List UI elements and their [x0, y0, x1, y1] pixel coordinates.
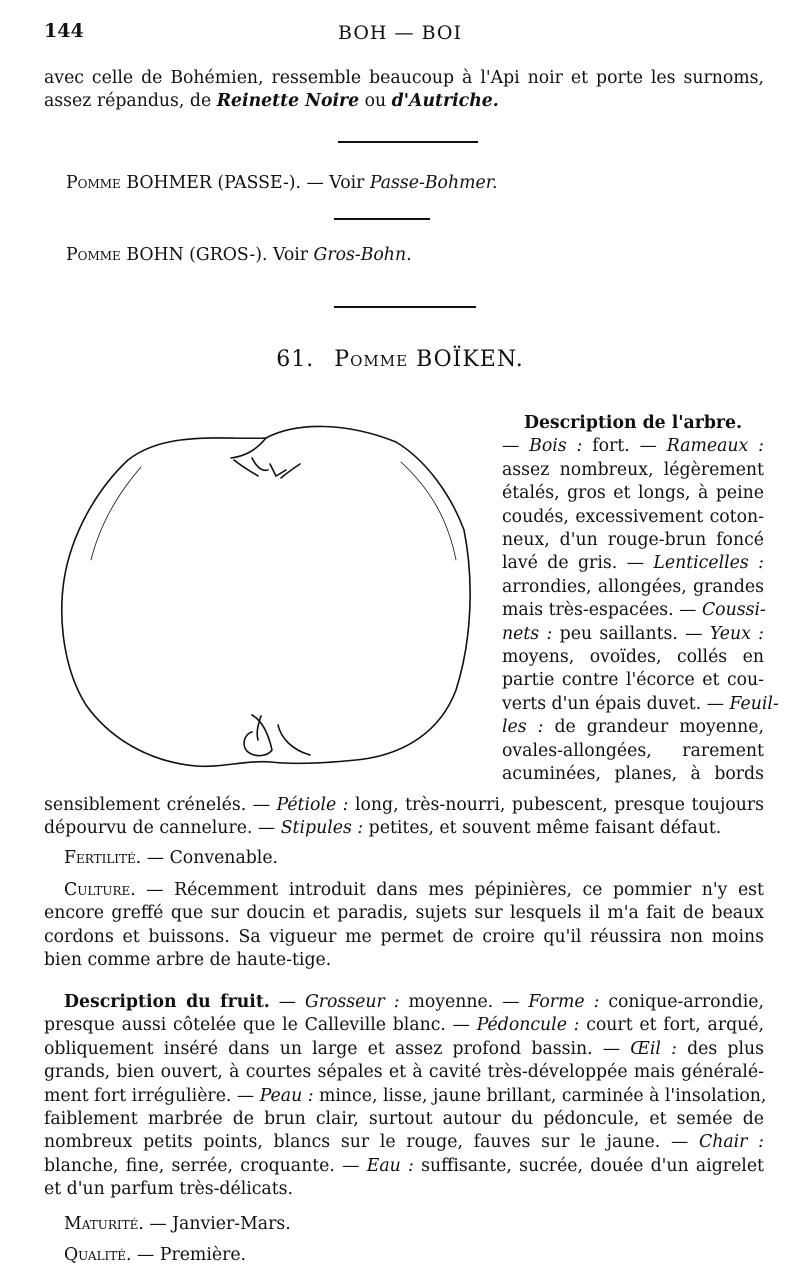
- entry-reference: Gros-Bohn.: [313, 245, 412, 265]
- text: dépourvu de cannelure. —: [44, 818, 281, 839]
- tree-line: neux, d'un rouge-brun foncé: [502, 530, 764, 551]
- synonym-autriche: d'Autriche.: [391, 91, 499, 111]
- text: blanche, fine, serrée, croquante. —: [44, 1155, 367, 1176]
- text: obliquement inséré dans un large et assez profond bassin. —: [44, 1038, 631, 1059]
- text: des plus: [676, 1038, 764, 1059]
- tree-line: partie contre l'écorce et cou-: [502, 670, 764, 691]
- term-rameaux: Rameaux :: [666, 436, 764, 457]
- divider-rule: [334, 306, 476, 308]
- text: mince, lisse, jaune brillant, carminée à l'insolation,: [313, 1085, 767, 1106]
- term-petiole: Pétiole :: [276, 795, 349, 815]
- section-name: BOÏKEN.: [416, 347, 524, 372]
- tree-line: étalés, gros et longs, à peine: [502, 483, 764, 504]
- term-yeux: Yeux :: [709, 623, 764, 644]
- text: verts d'un épais duvet. —: [502, 693, 730, 714]
- text: presque aussi côtelée que le Calleville blanc. —: [44, 1015, 477, 1036]
- fertilite-paragraph: [44, 847, 764, 870]
- intro-line-1: avec celle de Bohémien, ressemble beaucoup à l'Api noir et porte les surnoms,: [44, 68, 764, 88]
- qualite-paragraph: [44, 1244, 764, 1267]
- term-bois: Bois :: [529, 436, 583, 457]
- term-coussinets: nets :: [502, 623, 553, 644]
- running-title: BOH — BOI: [338, 22, 462, 44]
- tree-line: assez nombreux, légèrement: [502, 459, 764, 480]
- tree-description-continued: [44, 794, 764, 841]
- term-pedoncule: Pédoncule :: [476, 1015, 580, 1036]
- fertilite-label: Fertilité.: [64, 848, 142, 868]
- entry-name: BOHMER (PASSE-). — Voir: [126, 173, 370, 193]
- tree-description-column: [502, 412, 779, 787]
- fruit-line: faiblement marbrée de brun clair, surtout autour du pédoncule, et semée de: [44, 1109, 764, 1130]
- tree-line: [502, 623, 764, 646]
- text: — Récemment introduit dans mes pépinières, ce pommier n'y est: [135, 880, 764, 900]
- divider-rule: [338, 141, 478, 143]
- entry-name: BOHN (GROS-). Voir: [126, 245, 314, 265]
- fruit-line: [44, 1155, 764, 1178]
- culture-line: bien comme arbre de haute-tige.: [44, 950, 332, 971]
- term-chair: Chair :: [698, 1132, 764, 1153]
- culture-label: Culture.: [64, 880, 136, 900]
- text: —: [269, 992, 305, 1012]
- fertilite-line: [44, 847, 764, 870]
- entry-bohmer: [66, 172, 498, 195]
- maturite-paragraph: [44, 1213, 764, 1236]
- text: mais très-espacées. —: [502, 600, 702, 621]
- entry-bohn: [66, 244, 412, 267]
- fruit-heading: Description du fruit.: [64, 992, 270, 1012]
- tree-line: coudés, excessivement coton-: [502, 506, 764, 527]
- term-peau: Peau :: [259, 1085, 314, 1106]
- entry-lead: Pomme: [66, 245, 121, 265]
- culture-line: cordons et buissons. Sa vigueur me permet de croire qu'il réussira non moins: [44, 926, 764, 947]
- text: fort. —: [582, 436, 667, 457]
- fruit-line: [44, 1131, 764, 1154]
- section-title: [0, 347, 800, 372]
- tree-line: [502, 552, 764, 575]
- maturite-line: [44, 1213, 764, 1236]
- text: court et fort, arqué,: [579, 1015, 764, 1036]
- tree-line: [502, 693, 779, 716]
- text: sensiblement crénelés. —: [44, 795, 277, 815]
- fruit-line: [44, 1038, 764, 1061]
- intro-text: assez répandus, de: [44, 91, 217, 111]
- synonym-reinette-noire: Reinette Noire: [216, 91, 360, 111]
- text: petites, et souvent même faisant défaut.: [363, 818, 722, 839]
- term-lenticelles: Lenticelles :: [653, 553, 764, 574]
- fruit-line: [44, 1014, 764, 1037]
- text: peu saillants. —: [552, 623, 710, 644]
- intro-text: ou: [359, 91, 392, 111]
- fruit-line: [44, 991, 764, 1014]
- tree-line: arrondies, allongées, grandes: [502, 576, 764, 597]
- fruit-line: grands, bien ouvert, à courtes sépales et à cavité très-développée mais généralé-: [44, 1062, 764, 1083]
- text: moyenne. —: [399, 992, 529, 1012]
- culture-line: encore greffé que sur doucin et paradis, sujets sur lesquels il m'a fait de beaux: [44, 903, 764, 924]
- qualite-line: [44, 1244, 764, 1267]
- page-number: 144: [44, 20, 84, 42]
- text: lavé de gris. —: [502, 553, 654, 574]
- text: suffisante, sucrée, douée d'un aigrelet: [413, 1155, 764, 1176]
- tree-line: [502, 716, 764, 739]
- qualite-value: — Première.: [131, 1245, 247, 1265]
- maturite-label: Maturité.: [64, 1214, 144, 1234]
- tree-line: [502, 599, 764, 622]
- text: de grandeur moyenne,: [543, 717, 764, 738]
- term-forme: Forme :: [528, 992, 600, 1012]
- apple-outline-illustration: [56, 420, 486, 780]
- fruit-line: et d'un parfum très-délicats.: [44, 1179, 294, 1200]
- section-lead: Pomme: [334, 347, 409, 372]
- tree-line: [44, 794, 764, 817]
- term-eau: Eau :: [366, 1155, 414, 1176]
- term-stipules: Stipules :: [280, 818, 364, 839]
- divider-rule: [334, 218, 430, 220]
- tree-line: [502, 435, 764, 458]
- term-coussinets: Coussi-: [701, 600, 766, 621]
- entry-reference: Passe-Bohmer.: [369, 173, 498, 193]
- entry-lead: Pomme: [66, 173, 121, 193]
- term-grosseur: Grosseur :: [304, 992, 400, 1012]
- fertilite-value: — Convenable.: [141, 848, 279, 868]
- qualite-label: Qualité.: [64, 1245, 132, 1265]
- tree-line: acuminées, planes, à bords: [502, 764, 764, 785]
- fruit-line: [44, 1085, 767, 1108]
- section-number: 61.: [276, 347, 315, 372]
- fruit-paragraph: [44, 991, 767, 1202]
- text: ment fort irrégulière. —: [44, 1085, 260, 1106]
- term-feuilles: les :: [502, 717, 544, 738]
- tree-line: moyens, ovoïdes, collés en: [502, 647, 764, 668]
- term-feuilles: Feuil-: [729, 693, 779, 714]
- text: nombreux petits points, blancs sur le rouge, fauves sur le jaune. —: [44, 1132, 699, 1153]
- text: conique-arrondie,: [599, 992, 764, 1012]
- term-oeil: Œil :: [630, 1038, 677, 1059]
- tree-line: [44, 817, 764, 840]
- culture-paragraph: [44, 879, 764, 973]
- tree-heading: Description de l'arbre.: [523, 413, 743, 433]
- maturite-value: — Janvier-Mars.: [143, 1214, 291, 1234]
- text: —: [502, 436, 530, 457]
- tree-line: ovales-allongées, rarement: [502, 740, 764, 761]
- intro-line-2: [44, 90, 764, 113]
- culture-line: [44, 879, 764, 902]
- text: long, très-nourri, pubescent, presque toujours: [348, 795, 765, 815]
